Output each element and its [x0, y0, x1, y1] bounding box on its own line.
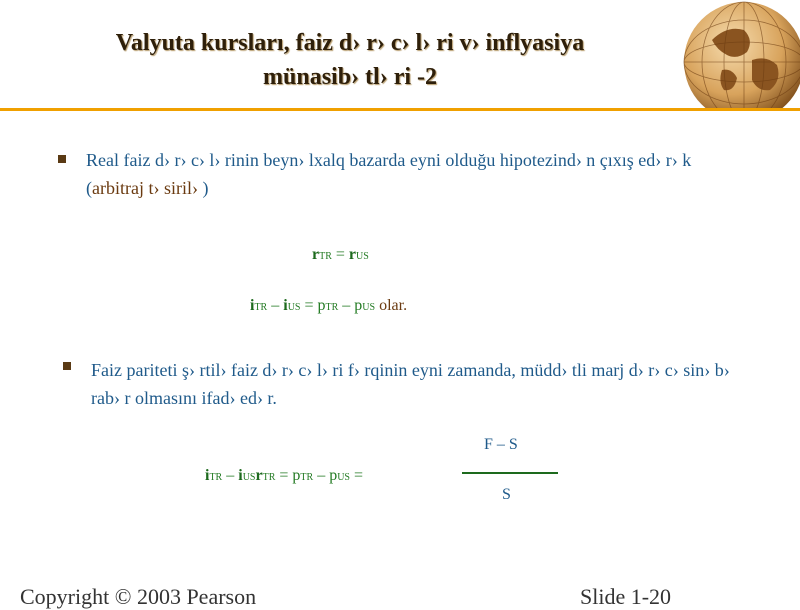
bullet-1-text: Real faiz d› r› c› l› rinin beyn› lxalq bazarda eyni olduğu hipotezind› n çıxış ed› r› k (: [86, 150, 692, 198]
bullet-2-text: Faiz pariteti ş› rtil› faiz d› r› c› l› ri f› rqinin eyni zamanda, müdd› tli marj d› r› c› sin› b› rab› r olmasını ifad› ed› r.: [91, 360, 730, 408]
globe-icon: [682, 0, 800, 110]
formula2-i2: i: [283, 297, 288, 314]
formula2-i1: i: [250, 297, 255, 314]
formula2-sub-us2: US: [362, 302, 376, 313]
bullet-text-1: [86, 146, 736, 202]
formula-real-rates: [312, 246, 369, 264]
bullet-marker-1: [58, 155, 66, 163]
formula3-p2: p: [329, 467, 338, 484]
formula2-sub-tr: TR: [254, 302, 268, 313]
formula-fisher: [250, 297, 407, 315]
formula3-sub-tr: TR: [209, 472, 223, 483]
formula1-eq: =: [331, 246, 349, 263]
formula3-sub-tr3: TR: [300, 472, 314, 483]
formula3-sub-us: US: [242, 472, 256, 483]
bullet-text-2: [91, 356, 731, 412]
formula2-minus2: –: [338, 297, 355, 314]
formula3-sub-us2: US: [337, 472, 350, 483]
formula3-eq: =: [275, 467, 293, 484]
formula-interest-parity: [205, 467, 363, 485]
formula2-p1: p: [317, 297, 326, 314]
formula2-sub-us: US: [287, 302, 301, 313]
title-line-1: Valyuta kursları, faiz d› r› c› l› ri v› inflyasiya: [115, 30, 585, 56]
formula1-sub-tr: TR: [319, 251, 332, 262]
formula1-r: r: [312, 246, 320, 263]
formula3-p1: p: [292, 467, 301, 484]
bullet-marker-2: [63, 362, 71, 370]
fraction-bar: [462, 472, 558, 474]
bullet-1-highlight: arbitraj t› siril›: [92, 178, 203, 198]
formula2-tail: olar.: [379, 297, 408, 314]
formula1-r2: r: [348, 246, 357, 263]
slide-title: [0, 26, 700, 94]
title-line-2: münasib› tl› ri -2: [263, 64, 437, 90]
formula2-minus1: –: [267, 297, 284, 314]
formula3-eq2: =: [349, 467, 364, 484]
title-divider: [0, 108, 800, 111]
formula2-p2: p: [354, 297, 363, 314]
formula3-r: r: [255, 467, 263, 484]
formula3-i2: i: [238, 467, 243, 484]
formula3-minus2: –: [313, 467, 330, 484]
formula2-sub-tr2: TR: [325, 302, 339, 313]
footer-copyright: Copyright © 2003 Pearson: [20, 584, 257, 609]
footer-slide-number: Slide 1-20: [580, 584, 672, 609]
formula3-minus1: –: [222, 467, 239, 484]
bullet-1-end: ): [202, 178, 209, 198]
formula1-sub-us: US: [356, 251, 369, 262]
formula3-i1: i: [205, 467, 210, 484]
fraction-denominator: S: [502, 486, 511, 503]
formula2-eq: =: [300, 297, 318, 314]
formula3-sub-tr2: TR: [262, 472, 276, 483]
fraction-numerator: F – S: [484, 436, 518, 453]
